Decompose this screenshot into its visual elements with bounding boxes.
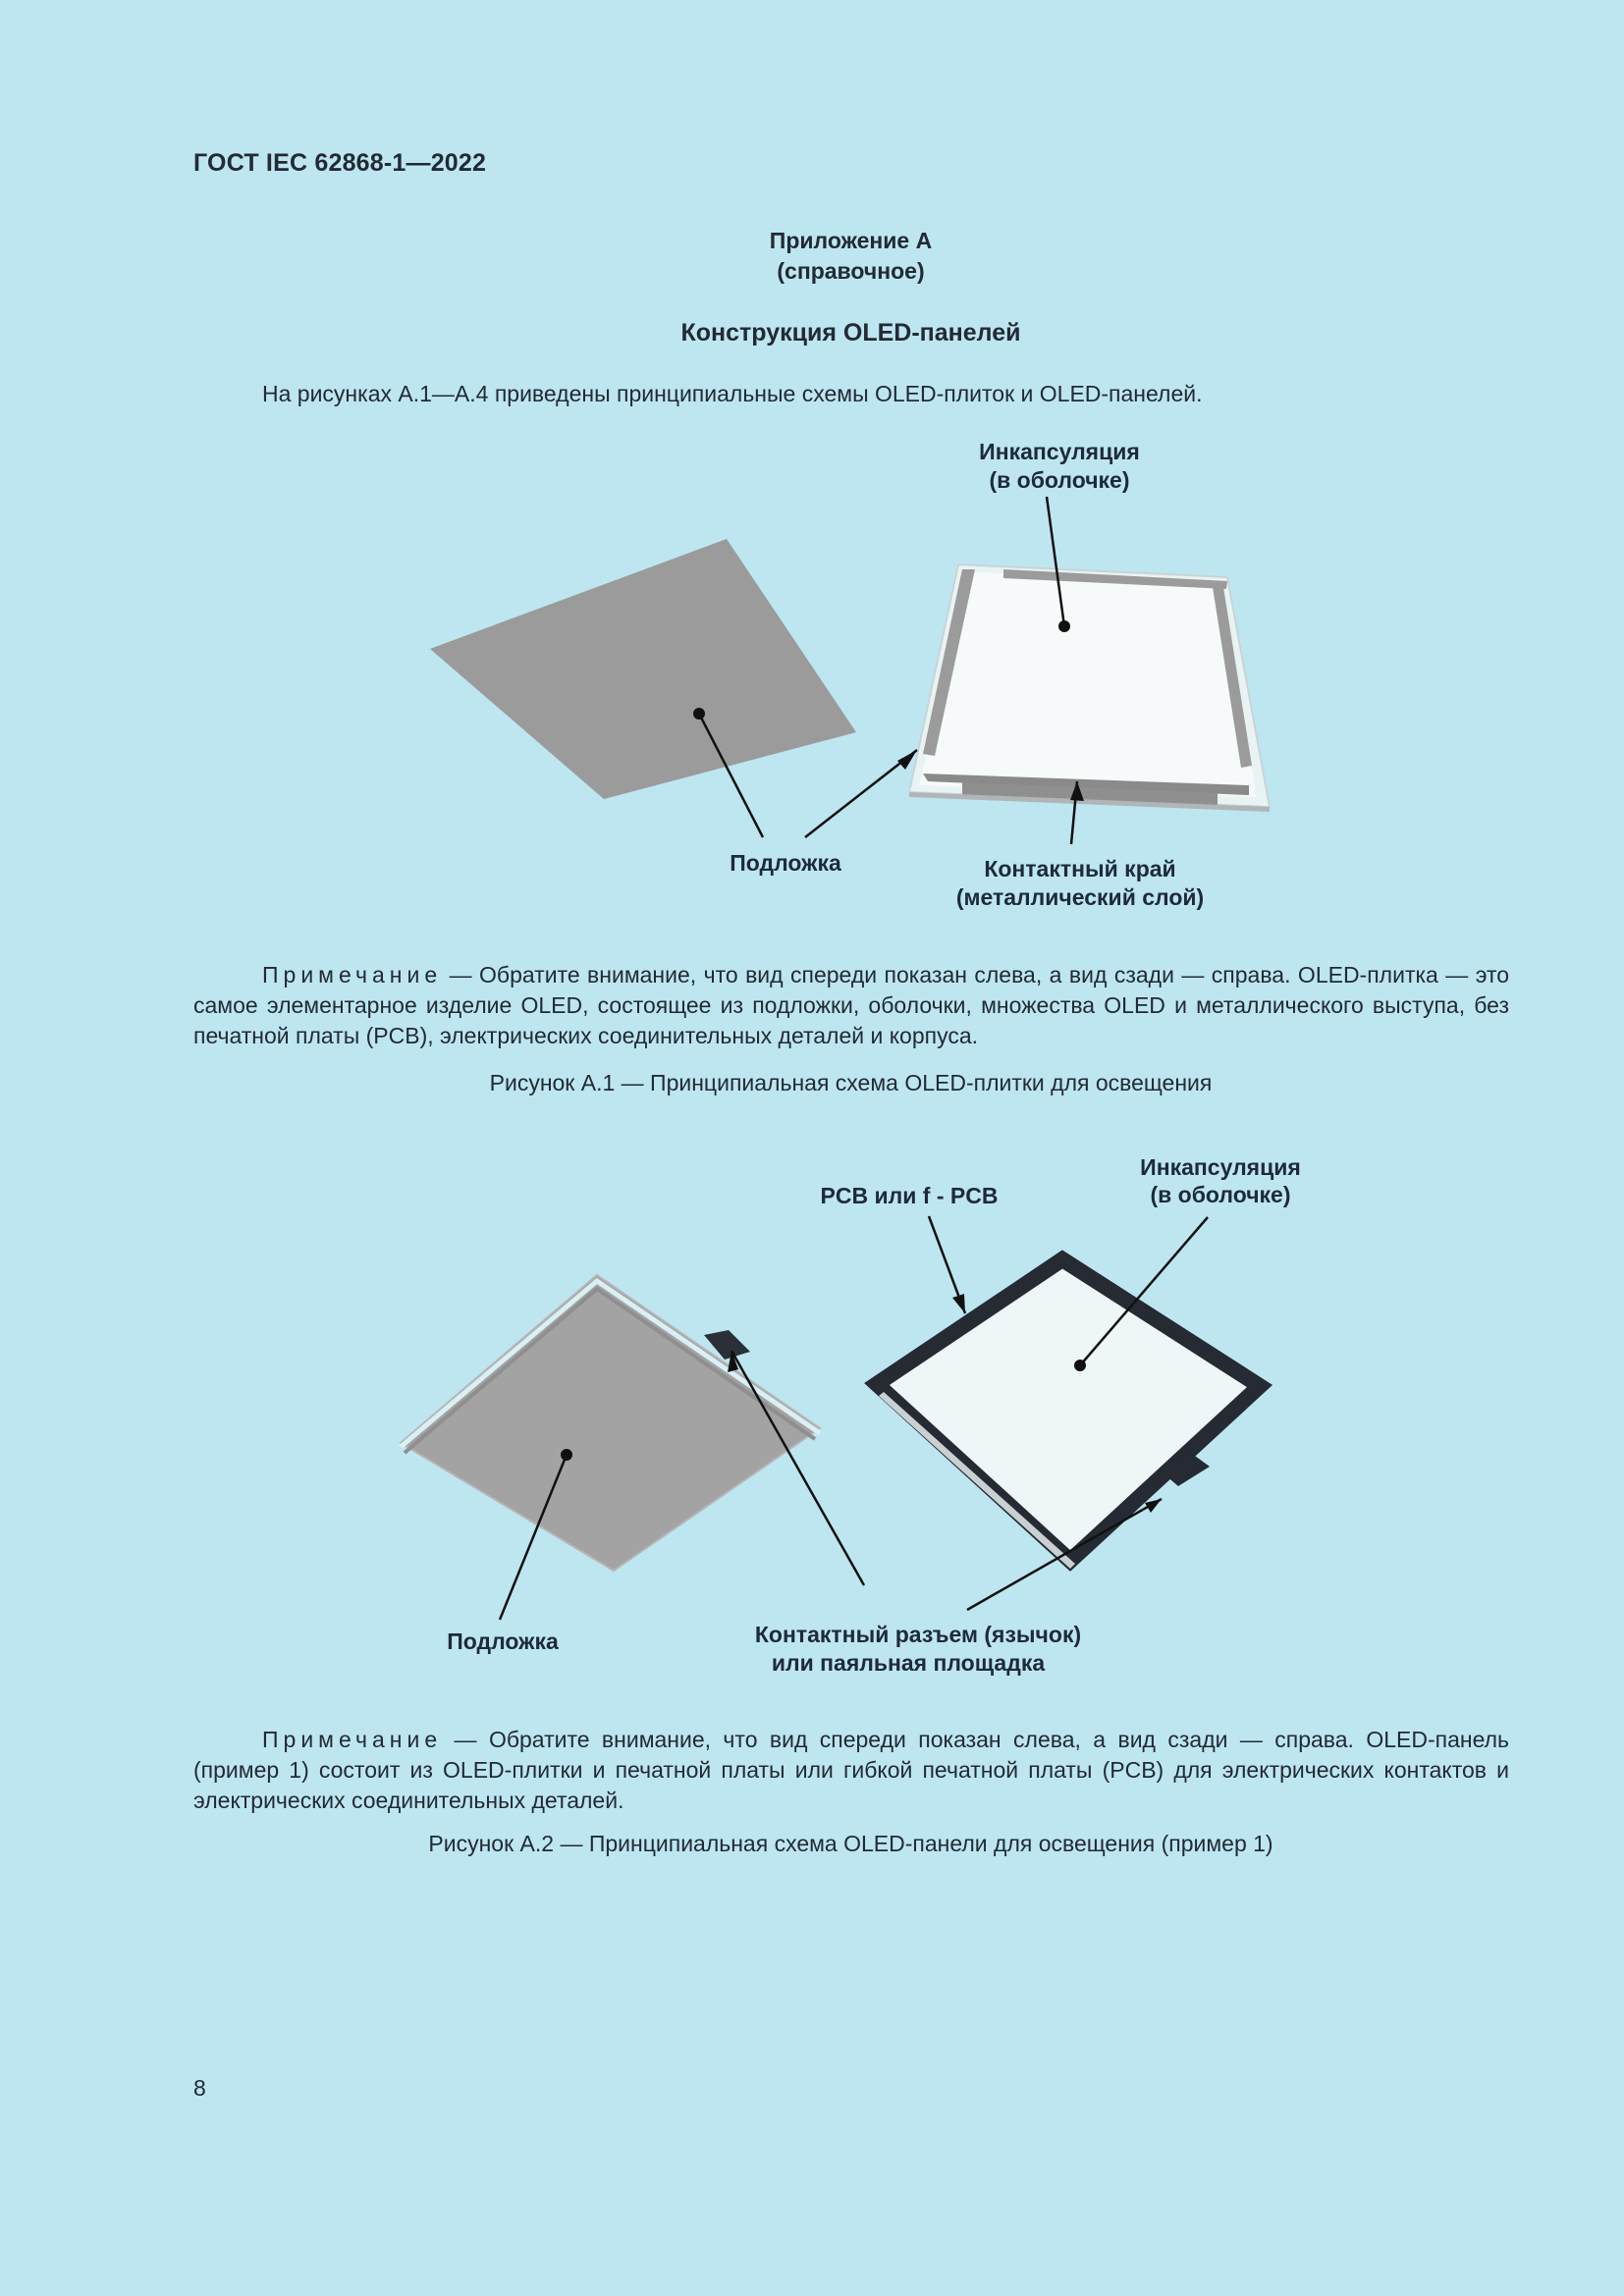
- label-connector-1: Контактный разъем (язычок): [754, 1622, 1082, 1647]
- appendix-type: (справочное): [777, 258, 925, 284]
- label-contact-edge-1: Контактный край: [984, 856, 1176, 881]
- section-title: Конструкция OLED-панелей: [680, 319, 1021, 347]
- oled-panel-front: [401, 1275, 820, 1571]
- label-encapsulation-2: (в оболочке): [1150, 1182, 1291, 1207]
- intro-paragraph: На рисунках А.1—А.4 приведены принципиальные схемы OLED-плиток и OLED-панелей.: [262, 381, 1203, 406]
- appendix-heading: [0, 226, 1624, 287]
- label-substrate: Подложка: [730, 850, 841, 876]
- figure-a1-note: [193, 960, 1509, 1051]
- figure-a2-diagram: [0, 1139, 1624, 1688]
- oled-panel-back: [877, 1259, 1260, 1569]
- label-contact-edge-2: (металлический слой): [955, 884, 1205, 910]
- note-text: — Обратите внимание, что вид спереди показан слева, а вид сзади — справа. OLED-панель (пример 1) состоит из OLED-плитки и печатной платы или гибкой печатной платы (PCB) для электрических контактов и электрических соединительных деталей.: [193, 1727, 1510, 1813]
- label-encapsulation-1: Инкапсуляция: [1140, 1154, 1301, 1180]
- label-encapsulation-2: (в оболочке): [989, 467, 1130, 493]
- note-label: Примечание: [262, 1727, 443, 1752]
- label-pcb: PCB или f - PCB: [820, 1183, 999, 1208]
- appendix-title: Приложение А: [769, 228, 933, 253]
- note-text: — Обратите внимание, что вид спереди показан слева, а вид сзади — справа. OLED-плитка — это самое элементарное изделие OLED, состоящее из подложки, оболочки, множества OLED и металлического выступа, без печатной платы (PCB), электрических соединительных деталей и корпуса.: [193, 962, 1510, 1048]
- page-number: 8: [193, 2075, 206, 2101]
- figure-a2-note: [193, 1725, 1509, 1816]
- oled-tile-front: [430, 539, 856, 799]
- label-encapsulation-1: Инкапсуляция: [979, 439, 1140, 464]
- figure-a1-caption: Рисунок А.1 — Принципиальная схема OLED-плитки для освещения: [489, 1070, 1213, 1095]
- figure-a2-caption: Рисунок А.2 — Принципиальная схема OLED-панели для освещения (пример 1): [428, 1831, 1273, 1856]
- note-label: Примечание: [262, 962, 443, 988]
- oled-tile-back: [909, 564, 1270, 812]
- label-connector-2: или паяльная площадка: [771, 1650, 1046, 1676]
- figure-a1-diagram: [0, 422, 1624, 933]
- label-substrate: Подложка: [447, 1629, 559, 1654]
- standard-header: ГОСТ IEC 62868-1—2022: [193, 149, 487, 177]
